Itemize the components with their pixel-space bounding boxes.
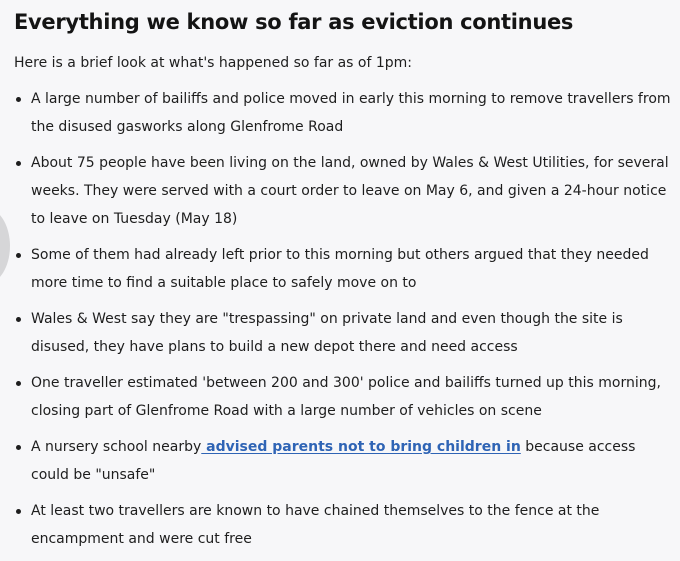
bullet-item-bailiffs: [14, 85, 674, 141]
bullet-text: Some of them had already left prior to this morning but others argued that they needed more time to find a suitable place to safely move on to: [31, 247, 649, 291]
bullet-dot-icon: [16, 381, 21, 386]
bullet-dot-icon: [16, 161, 21, 166]
bullet-text: At least two travellers are known to have chained themselves to the fence at the encampment and were cut free: [31, 503, 600, 547]
live-blog-post: [14, 8, 674, 561]
bullet-text: About 75 people have been living on the land, owned by Wales & West Utilities, for several weeks. They were served with a court order to leave on May 6, and given a 24-hour notice to leave on Tuesday (May 18): [31, 155, 669, 227]
bullet-item-left-early: [14, 241, 674, 297]
bullet-dot-icon: [16, 445, 21, 450]
bullet-dot-icon: [16, 253, 21, 258]
post-headline: Everything we know so far as eviction continues: [14, 10, 574, 34]
bullet-text-before-link: A nursery school nearby: [31, 439, 202, 455]
bullet-item-residents: [14, 149, 674, 233]
bullet-item-chained: [14, 497, 674, 553]
bullet-dot-icon: [16, 97, 21, 102]
bullet-dot-icon: [16, 317, 21, 322]
post-intro: Here is a brief look at what's happened so far as of 1pm:: [14, 55, 413, 71]
bullet-dot-icon: [16, 509, 21, 514]
bullet-text: A large number of bailiffs and police moved in early this morning to remove travellers from the disused gasworks along Glenfrome Road: [31, 91, 671, 135]
bullet-item-police-estimate: [14, 369, 674, 425]
bullet-text: Wales & West say they are "trespassing" on private land and even though the site is disused, they have plans to build a new depot there and need access: [31, 311, 623, 355]
bullet-item-nursery: [14, 433, 674, 489]
bullet-item-wales-west: [14, 305, 674, 361]
bullet-text-after-link: because access could be "unsafe": [31, 439, 636, 483]
nursery-advice-link[interactable]: advised parents not to bring children in: [201, 439, 521, 455]
bullet-text: One traveller estimated 'between 200 and 300' police and bailiffs turned up this morning, closing part of Glenfrome Road with a large number of vehicles on scene: [31, 375, 661, 419]
edge-overlay-bubble: [0, 208, 10, 284]
bullet-list: [14, 85, 674, 553]
